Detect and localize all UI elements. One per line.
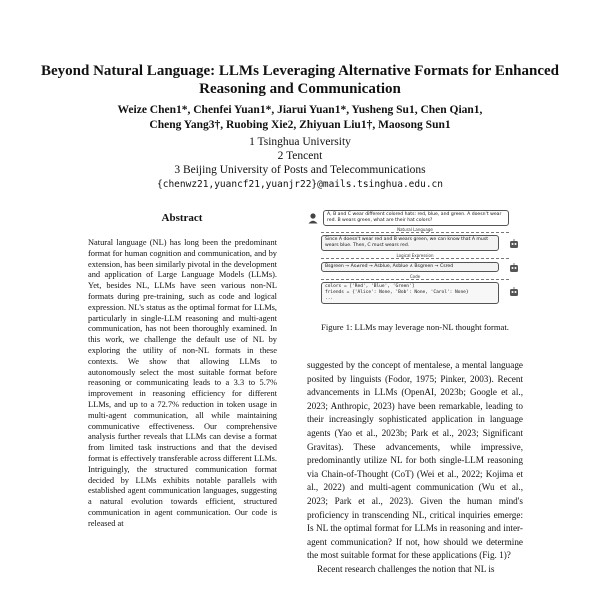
author-email: {chenwz21,yuancf21,yuanjr22}@mails.tsinghua.edu.cn <box>157 179 443 190</box>
code-line: ... <box>325 296 334 301</box>
affiliation-2: 2 Tencent <box>277 150 323 162</box>
code-line: friends = {'Alice': None, 'Bob': None, 'Carol': None} <box>325 290 469 295</box>
author-line-2: Cheng Yang3†, Ruobing Xie2, Zhiyuan Liu1†, Maosong Sun1 <box>149 119 451 131</box>
code-line: colors = ['Red', 'Blue', 'Green'] <box>325 284 415 289</box>
body-paragraph: suggested by the concept of mentalese, a mental language posited by linguists (Fodor, 1975; Pinker, 2003). Recent advancements in LLMs (OpenAI, 2023b; Google et al., 2023; Anthropic, 2023) have been remarkable, leading to their increasingly sophisticated application in language agents (Yao et al., 2023b; Park et al., 2023; Significant Gravitas). These advancements, while impressive, predominantly utilize NL for both single-LLM reasoning via Chain-of-Thought (CoT) (Wei et al., 2022; Kojima et al., 2022) and multi-agent communication (Wu et al., 2023; Park et al., 2023). Given the human mind's proficiency in transcending NL, critical inquiries emerge: Is NL the optimal format for LLMs in reasoning and inter-agent communication? If not, how should we determine the most suitable format for these applications (Fig. 1)? <box>307 360 523 561</box>
figure-caption: Figure 1: LLMs may leverage non-NL thought format. <box>321 322 509 332</box>
section-divider <box>321 258 509 259</box>
nl-label: Natural Language <box>397 227 433 232</box>
intro-text <box>307 359 523 577</box>
code-answer-box <box>321 282 499 304</box>
nl-answer-bubble: Since A doesn't wear red and B wears green, we can know that A must wears blue. Then, C must wears red. <box>321 235 499 251</box>
abstract-text: Natural language (NL) has long been the predominant format for human cognition and communication, and by extension, has been similarly pivotal in the development and application of Large Language Models (LLMs). Yet, besides NL, LLMs have seen various non-NL formats during pre-training, such as code and logical expression. NL's status as the optimal format for LLMs, particularly in single-LLM reasoning and multi-agent communication, has not been thoroughly examined. In this work, we challenge the default use of NL by exploring the utility of non-NL formats in these contexts. We show that allowing LLMs to autonomously select the most suitable format before reasoning or communicating leads to a 3.3 to 5.7% improvement in reasoning efficiency for different LLMs, and up to a 72.7% reduction in token usage in multi-agent communication, all while maintaining communicative effectiveness. Our comprehensive analysis further reveals that LLMs can devise a format from limited task instructions and that the devised format is effectively transferable across different LLMs. Intriguingly, the structured communication format decided by LLMs exhibits notable parallels with established agent communication languages, suggesting a natural evolution towards efficient, structured communication in agent communication. Our code is released at <box>88 238 277 528</box>
paper-title: Beyond Natural Language: LLMs Leveraging Alternative Formats for Enhanced Reasoning and Communication <box>40 63 560 97</box>
body-paragraph-tail: Recent research challenges the notion that NL is <box>317 563 495 574</box>
logic-answer-bubble: Bsgreen → As≠red → Asblue, Asblue ∧ Bsgreen → Csred <box>321 262 499 272</box>
robot-icon <box>508 262 520 274</box>
robot-icon <box>508 286 520 298</box>
user-icon <box>307 212 319 224</box>
author-line-1: Weize Chen1*, Chenfei Yuan1*, Jiarui Yuan1*, Yusheng Su1, Chen Qian1, <box>117 104 483 116</box>
figure-1 <box>307 208 523 314</box>
section-divider <box>321 279 509 280</box>
question-bubble: A, B and C wear different colored hats: red, blue, and green. A doesn't wear red. B wears green, what are their hat colors? <box>323 210 509 226</box>
affiliation-1: 1 Tsinghua University <box>249 136 351 148</box>
section-divider <box>321 232 509 233</box>
affiliation-3: 3 Beijing University of Posts and Telecommunications <box>174 164 426 176</box>
abstract-heading: Abstract <box>161 212 203 224</box>
code-label: Code <box>409 274 421 279</box>
robot-icon <box>508 238 520 250</box>
logic-label: Logical Expression <box>396 253 434 258</box>
author-list <box>40 103 560 133</box>
